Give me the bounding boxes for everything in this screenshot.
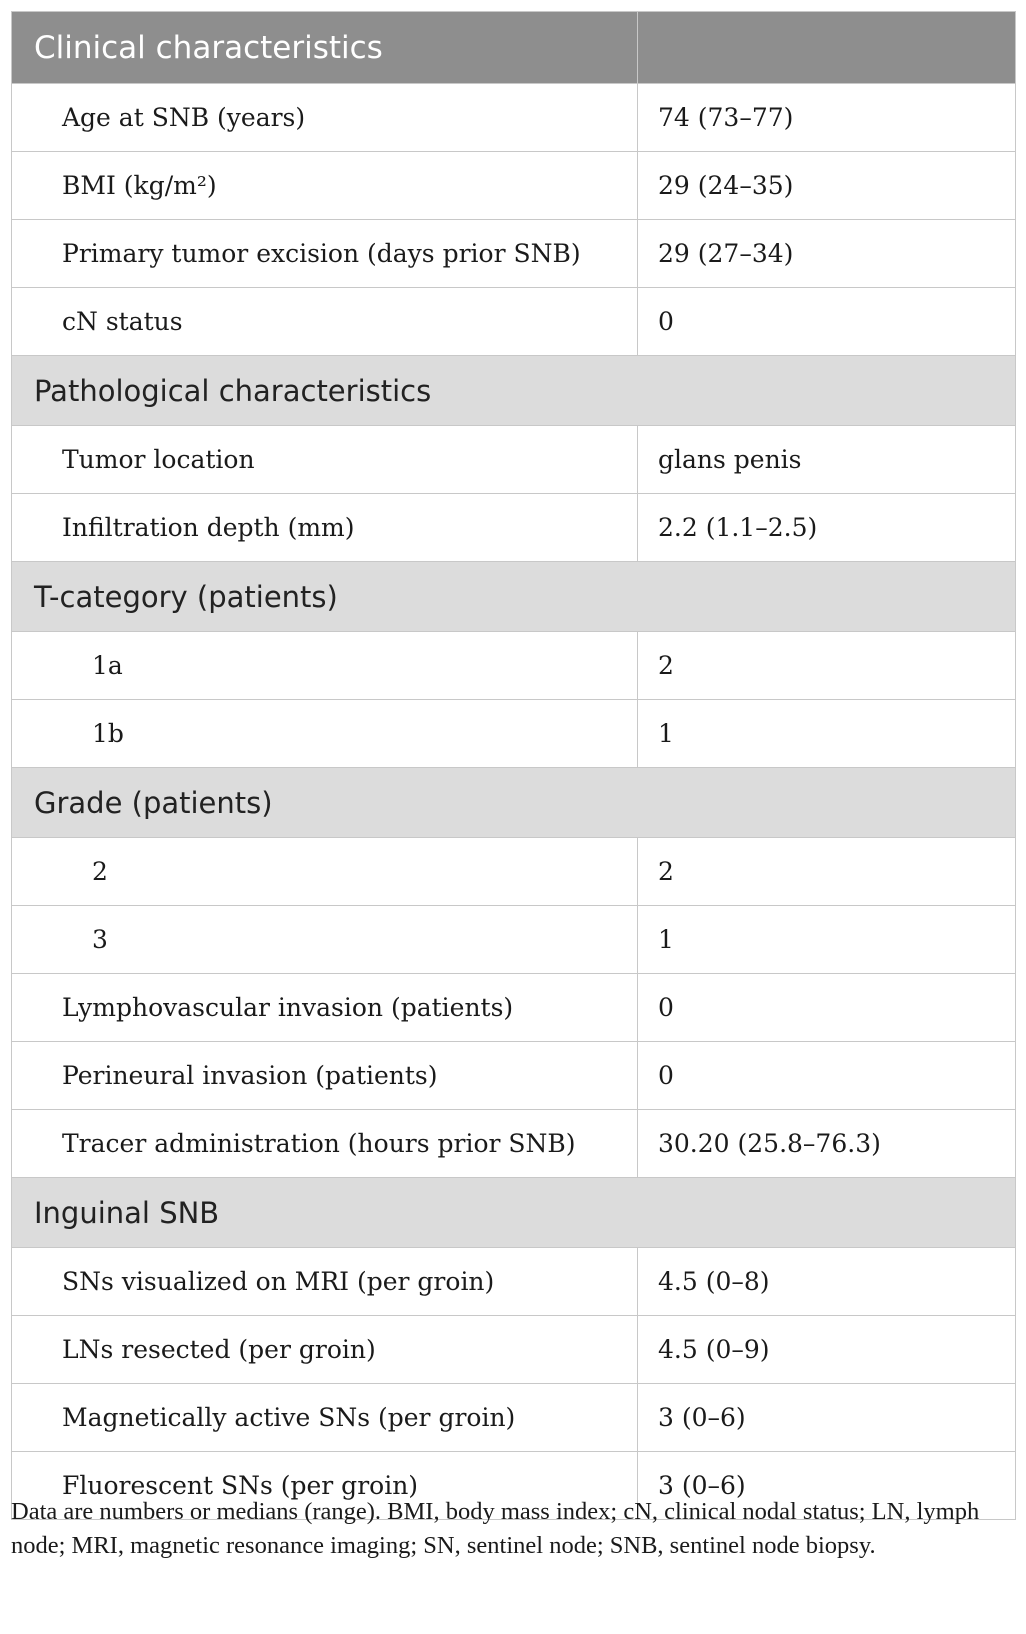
row-value: 3 (0–6)	[658, 1471, 746, 1500]
header-cell-empty	[638, 12, 1016, 84]
row-label: Age at SNB (years)	[62, 103, 306, 132]
row-value: 0	[658, 1061, 674, 1090]
table-row	[12, 1042, 1016, 1110]
row-value: 29 (24–35)	[658, 171, 794, 200]
header-col2	[638, 30, 660, 66]
row-value: 4.5 (0–9)	[658, 1335, 770, 1364]
row-label: Tumor location	[62, 445, 255, 474]
row-value: 4.5 (0–8)	[658, 1267, 770, 1296]
row-value: 1	[658, 719, 674, 748]
row-value: 2.2 (1.1–2.5)	[658, 513, 818, 542]
table-row	[12, 1316, 1016, 1384]
row-label: SNs visualized on MRI (per groin)	[62, 1267, 495, 1296]
table-row	[12, 906, 1016, 974]
section-heading-row	[12, 562, 1016, 632]
table-row	[12, 494, 1016, 562]
row-value: 3 (0–6)	[658, 1403, 746, 1432]
row-label: Magnetically active SNs (per groin)	[62, 1403, 516, 1432]
row-label: 1a	[92, 651, 123, 680]
row-label: LNs resected (per groin)	[62, 1335, 376, 1364]
row-value: 2	[658, 857, 674, 886]
row-label: cN status	[62, 307, 183, 336]
table-row	[12, 974, 1016, 1042]
table-row	[12, 1248, 1016, 1316]
characteristics-table	[11, 11, 1016, 1520]
row-value: 29 (27–34)	[658, 239, 794, 268]
row-value: 74 (73–77)	[658, 103, 794, 132]
row-label: 2	[92, 857, 108, 886]
table-footnote: Data are numbers or medians (range). BMI, body mass index; cN, clinical nodal status; LN, lymph node; MRI, magnetic resonance imaging; SN, sentinel node; SNB, sentinel node biopsy.	[11, 1498, 980, 1559]
row-label: Tracer administration (hours prior SNB)	[62, 1129, 576, 1158]
table-header-row	[12, 12, 1016, 84]
table-row	[12, 288, 1016, 356]
row-value: 1	[658, 925, 674, 954]
row-label: 3	[92, 925, 108, 954]
table-row	[12, 220, 1016, 288]
row-label: Fluorescent SNs (per groin)	[62, 1471, 419, 1500]
table-row	[12, 84, 1016, 152]
section-heading-pathological: Pathological characteristics	[34, 373, 432, 408]
section-heading-row	[12, 768, 1016, 838]
row-label: Perineural invasion (patients)	[62, 1061, 438, 1090]
table-row	[12, 1110, 1016, 1178]
table-row	[12, 838, 1016, 906]
row-label: 1b	[92, 719, 124, 748]
row-label: Primary tumor excision (days prior SNB)	[62, 239, 581, 268]
section-heading-row	[12, 356, 1016, 426]
row-label: BMI (kg/m²)	[62, 171, 217, 200]
row-label: Lymphovascular invasion (patients)	[62, 993, 514, 1022]
section-heading-tcategory: T-category (patients)	[34, 579, 338, 614]
table-row	[12, 700, 1016, 768]
row-value: 0	[658, 993, 674, 1022]
section-heading-grade: Grade (patients)	[34, 785, 273, 820]
row-value: 0	[658, 307, 674, 336]
row-value: glans penis	[658, 445, 802, 474]
table-row	[12, 1384, 1016, 1452]
header-cell	[12, 12, 638, 84]
row-value: 2	[658, 651, 674, 680]
table-row	[12, 152, 1016, 220]
section-heading-snb: Inguinal SNB	[34, 1195, 220, 1230]
section-heading-row	[12, 1178, 1016, 1248]
table-row	[12, 632, 1016, 700]
row-value: 30.20 (25.8–76.3)	[658, 1129, 881, 1158]
row-label: Infiltration depth (mm)	[62, 513, 355, 542]
header-title: Clinical characteristics	[34, 29, 383, 66]
table-row	[12, 426, 1016, 494]
